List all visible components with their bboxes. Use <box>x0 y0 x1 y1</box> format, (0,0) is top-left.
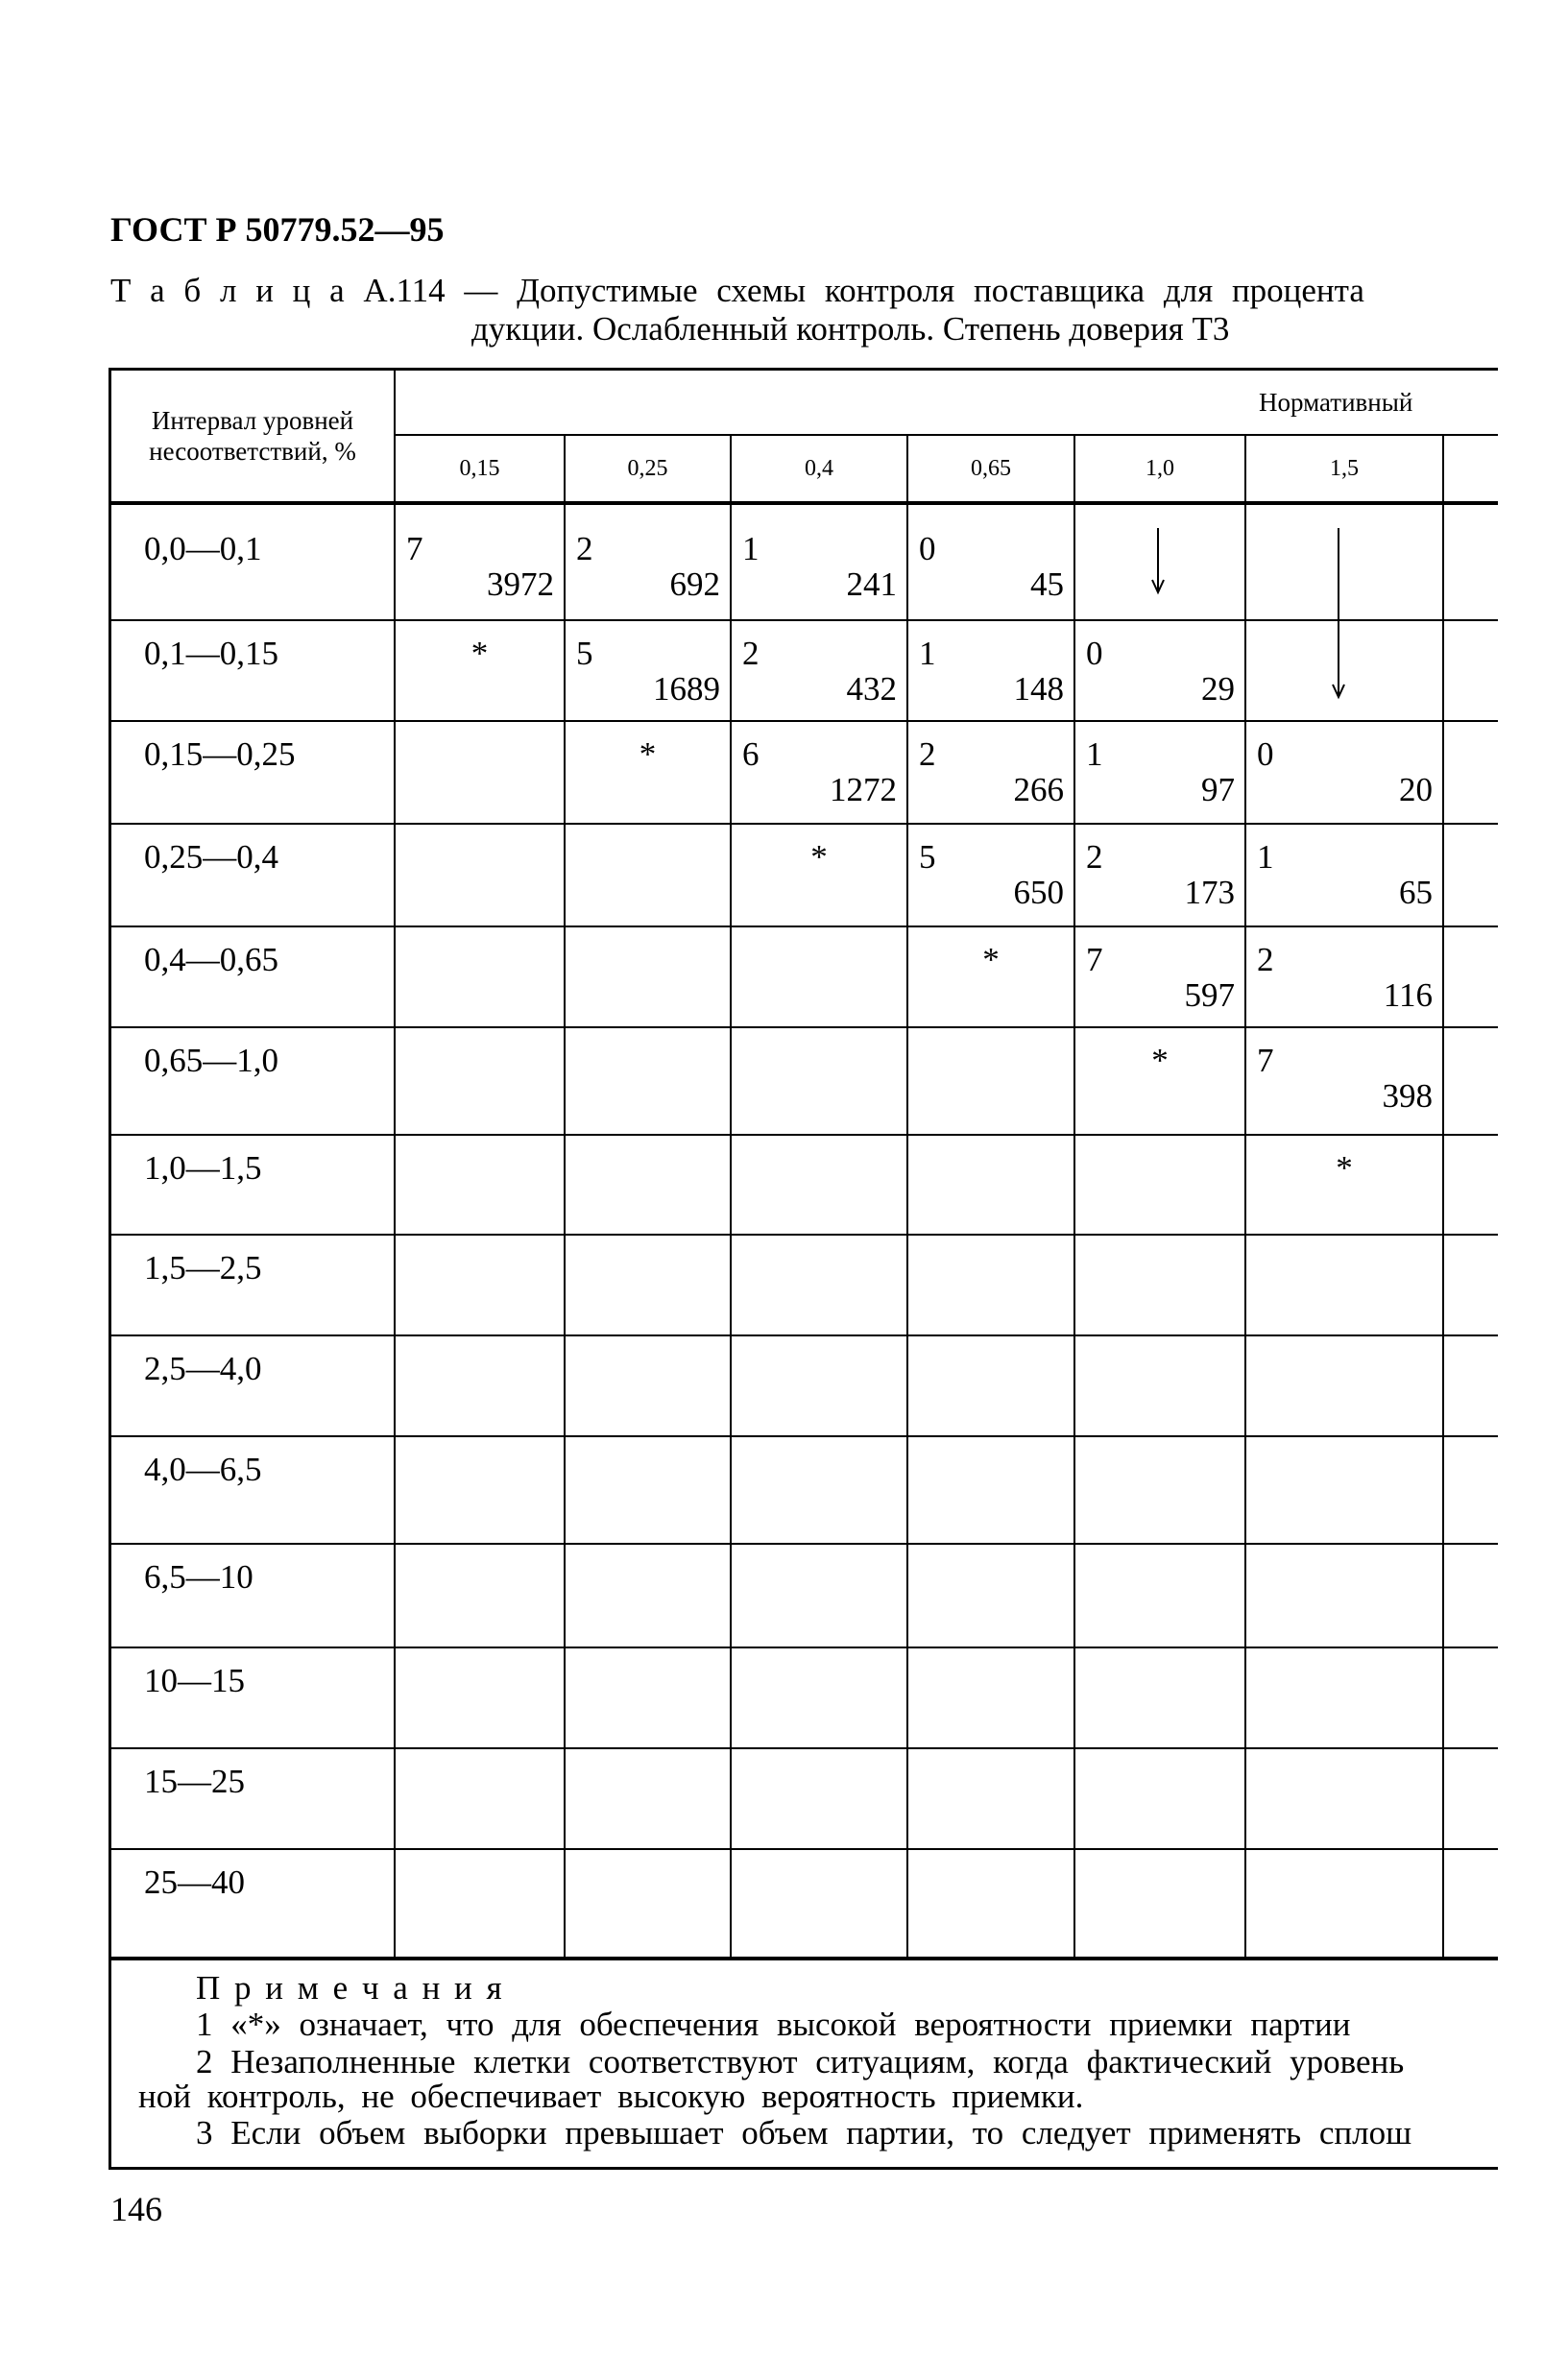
plan-cell <box>396 505 566 621</box>
plan-cell <box>908 505 1075 621</box>
plan-cell <box>1246 1437 1444 1545</box>
acceptance-number: 1 <box>919 635 936 672</box>
interval-cell: 0,4—0,65 <box>111 927 396 1028</box>
sample-size: 29 <box>1201 670 1235 708</box>
sample-size: 266 <box>1013 771 1064 808</box>
plan-cell <box>1075 505 1246 621</box>
table-row <box>111 1136 1498 1236</box>
group-header <box>396 371 1498 436</box>
plan-cell <box>396 621 566 722</box>
plan-cell <box>908 1336 1075 1437</box>
plan-cell <box>1246 1648 1444 1749</box>
plan-cell <box>396 1236 566 1336</box>
interval-header-line-1: Интервал уровней <box>151 406 354 435</box>
acceptance-number: 1 <box>1086 735 1103 773</box>
plan-cell <box>566 1437 732 1545</box>
column-header: 0,4 <box>732 436 908 505</box>
plan-cell <box>908 1236 1075 1336</box>
table-row <box>111 1437 1498 1545</box>
sample-size: 148 <box>1013 670 1064 708</box>
note-line: 1 «*» означает, что для обеспечения высокой вероятности приемки партии <box>196 2006 1351 2043</box>
clipped-cell <box>1444 1136 1498 1236</box>
column-header: 0,25 <box>566 436 732 505</box>
plan-cell <box>566 621 732 722</box>
plan-cell <box>732 1749 908 1850</box>
plan-cell <box>1075 1028 1246 1136</box>
sample-size: 1689 <box>653 670 720 708</box>
plan-cell <box>732 1028 908 1136</box>
plan-cell <box>1075 927 1246 1028</box>
column-header: 1,0 <box>1075 436 1246 505</box>
interval-cell: 1,0—1,5 <box>111 1136 396 1236</box>
acceptance-number: 5 <box>576 635 593 672</box>
interval-cell: 0,15—0,25 <box>111 722 396 825</box>
plan-cell <box>1075 1437 1246 1545</box>
interval-cell: 10—15 <box>111 1648 396 1749</box>
plan-cell <box>1246 1336 1444 1437</box>
acceptance-number: 6 <box>742 735 760 773</box>
table-row <box>111 1028 1498 1136</box>
interval-cell: 1,5—2,5 <box>111 1236 396 1336</box>
plan-cell <box>1075 1749 1246 1850</box>
plan-cell <box>908 1545 1075 1648</box>
plan-cell <box>396 1437 566 1545</box>
plan-cell <box>1246 1136 1444 1236</box>
acceptance-number: 0 <box>1257 735 1274 773</box>
sample-size: 597 <box>1184 976 1235 1014</box>
column-header: 0,65 <box>908 436 1075 505</box>
plan-cell <box>908 621 1075 722</box>
plan-cell <box>732 1850 908 1959</box>
sample-size: 692 <box>669 565 720 603</box>
table-row <box>111 505 1498 621</box>
plan-cell <box>396 927 566 1028</box>
table-caption-line-1: Т а б л и ц а А.114 — Допустимые схемы контроля поставщика для процента <box>110 272 1364 309</box>
plan-cell <box>396 1648 566 1749</box>
table-row <box>111 621 1498 722</box>
notes-box <box>109 1959 1498 2170</box>
acceptance-number: 2 <box>919 735 936 773</box>
plan-cell <box>1075 621 1246 722</box>
plan-cell <box>396 1028 566 1136</box>
plan-cell <box>566 927 732 1028</box>
asterisk-mark: * <box>470 635 489 672</box>
plan-cell <box>732 1648 908 1749</box>
acceptance-number: 0 <box>1086 635 1103 672</box>
column-header: 1,5 <box>1246 436 1444 505</box>
interval-cell: 0,65—1,0 <box>111 1028 396 1136</box>
clipped-cell <box>1444 1236 1498 1336</box>
interval-cell: 15—25 <box>111 1749 396 1850</box>
plan-cell <box>732 1545 908 1648</box>
plan-cell <box>1075 1136 1246 1236</box>
acceptance-number: 7 <box>406 530 423 567</box>
plan-cell <box>908 1437 1075 1545</box>
clipped-cell <box>1444 1028 1498 1136</box>
plan-cell <box>1246 1028 1444 1136</box>
column-header: 0,15 <box>396 436 566 505</box>
plan-cell <box>1246 927 1444 1028</box>
table-row <box>111 1749 1498 1850</box>
page-number: 146 <box>110 2190 162 2228</box>
plan-cell <box>732 1136 908 1236</box>
sample-size: 97 <box>1201 771 1235 808</box>
acceptance-number: 2 <box>742 635 760 672</box>
interval-cell: 0,1—0,15 <box>111 621 396 722</box>
clipped-cell <box>1444 621 1498 722</box>
clipped-cell <box>1444 1749 1498 1850</box>
plan-cell <box>396 1850 566 1959</box>
asterisk-mark: * <box>1151 1042 1169 1079</box>
plan-cell <box>1246 1236 1444 1336</box>
interval-cell: 25—40 <box>111 1850 396 1959</box>
clipped-column-header <box>1444 436 1498 505</box>
plan-cell <box>1246 1749 1444 1850</box>
plan-cell <box>732 621 908 722</box>
plan-cell <box>566 1648 732 1749</box>
acceptance-number: 0 <box>919 530 936 567</box>
notes-title: П р и м е ч а н и я <box>196 1969 502 2007</box>
plan-cell <box>1246 621 1444 722</box>
sample-size: 65 <box>1399 874 1433 911</box>
plan-cell <box>732 927 908 1028</box>
clipped-cell <box>1444 825 1498 927</box>
plan-cell <box>566 1028 732 1136</box>
asterisk-mark: * <box>810 838 828 876</box>
group-header-label: Нормативный <box>1259 388 1413 417</box>
plan-cell <box>1075 1236 1246 1336</box>
clipped-cell <box>1444 1336 1498 1437</box>
plan-cell <box>732 1236 908 1336</box>
plan-cell <box>566 722 732 825</box>
interval-column-header <box>111 371 396 505</box>
plan-cell <box>1246 825 1444 927</box>
plan-cell <box>396 1136 566 1236</box>
plan-cell <box>566 1136 732 1236</box>
sample-size: 432 <box>846 670 897 708</box>
plan-cell <box>732 825 908 927</box>
interval-cell: 4,0—6,5 <box>111 1437 396 1545</box>
clipped-cell <box>1444 722 1498 825</box>
clipped-cell <box>1444 505 1498 621</box>
acceptance-number: 5 <box>919 838 936 876</box>
table-row <box>111 1648 1498 1749</box>
plan-cell <box>566 1850 732 1959</box>
sample-size: 241 <box>846 565 897 603</box>
interval-header-line-2: несоответствий, % <box>149 437 356 466</box>
table-row <box>111 1236 1498 1336</box>
clipped-cell <box>1444 1648 1498 1749</box>
table-row <box>111 825 1498 927</box>
plan-cell <box>396 1749 566 1850</box>
plan-cell <box>1075 1336 1246 1437</box>
interval-cell: 6,5—10 <box>111 1545 396 1648</box>
header-row-group <box>111 371 1498 436</box>
acceptance-number: 1 <box>1257 838 1274 876</box>
acceptance-plans-table <box>109 368 1498 1959</box>
interval-cell: 2,5—4,0 <box>111 1336 396 1437</box>
plan-cell <box>908 825 1075 927</box>
plan-cell <box>566 505 732 621</box>
asterisk-mark: * <box>982 941 1000 978</box>
table-row <box>111 1545 1498 1648</box>
acceptance-number: 2 <box>1257 941 1274 978</box>
sample-size: 116 <box>1383 976 1433 1014</box>
table-row <box>111 1336 1498 1437</box>
table-caption-line-2: дукции. Ослабленный контроль. Степень доверия Т3 <box>471 310 1230 348</box>
plan-cell <box>1246 505 1444 621</box>
plan-cell <box>732 722 908 825</box>
plan-cell <box>566 1749 732 1850</box>
plan-cell <box>908 1648 1075 1749</box>
plan-cell <box>1075 825 1246 927</box>
plan-cell <box>396 1545 566 1648</box>
note-line: 3 Если объем выборки превышает объем партии, то следует применять сплош <box>196 2114 1412 2152</box>
asterisk-mark: * <box>639 735 657 773</box>
plan-cell <box>908 1136 1075 1236</box>
plan-cell <box>1246 1545 1444 1648</box>
sample-size: 20 <box>1399 771 1433 808</box>
plan-cell <box>1075 1545 1246 1648</box>
plan-cell <box>1075 1850 1246 1959</box>
acceptance-number: 2 <box>576 530 593 567</box>
plan-cell <box>396 722 566 825</box>
plan-cell <box>1246 722 1444 825</box>
plan-cell <box>908 1850 1075 1959</box>
sample-size: 398 <box>1382 1077 1433 1115</box>
plan-cell <box>566 1236 732 1336</box>
plan-cell <box>566 825 732 927</box>
note-line: ной контроль, не обеспечивает высокую вероятность приемки. <box>138 2078 1084 2115</box>
sample-size: 173 <box>1184 874 1235 911</box>
table-row <box>111 1850 1498 1959</box>
clipped-cell <box>1444 1850 1498 1959</box>
plan-cell <box>566 1336 732 1437</box>
note-line: 2 Незаполненные клетки соответствуют ситуациям, когда фактический уровень <box>196 2043 1405 2080</box>
clipped-cell <box>1444 927 1498 1028</box>
sample-size: 1272 <box>830 771 897 808</box>
plan-cell <box>908 927 1075 1028</box>
acceptance-number: 7 <box>1086 941 1103 978</box>
plan-cell <box>732 505 908 621</box>
sample-size: 3972 <box>487 565 554 603</box>
clipped-cell <box>1444 1545 1498 1648</box>
plan-cell <box>396 825 566 927</box>
plan-cell <box>908 1749 1075 1850</box>
acceptance-number: 2 <box>1086 838 1103 876</box>
standard-id: ГОСТ Р 50779.52—95 <box>110 210 445 249</box>
plans-table-grid <box>109 368 1498 1959</box>
plan-cell <box>396 1336 566 1437</box>
clipped-cell <box>1444 1437 1498 1545</box>
acceptance-number: 1 <box>742 530 760 567</box>
plan-cell <box>1246 1850 1444 1959</box>
interval-cell: 0,25—0,4 <box>111 825 396 927</box>
table-row <box>111 722 1498 825</box>
sample-size: 650 <box>1013 874 1064 911</box>
plan-cell <box>732 1336 908 1437</box>
plan-cell <box>566 1545 732 1648</box>
asterisk-mark: * <box>1336 1149 1353 1187</box>
sample-size: 45 <box>1030 565 1064 603</box>
plan-cell <box>908 722 1075 825</box>
plan-cell <box>1075 1648 1246 1749</box>
plan-cell <box>732 1437 908 1545</box>
acceptance-number: 7 <box>1257 1042 1274 1079</box>
table-body <box>111 505 1498 1959</box>
plan-cell <box>908 1028 1075 1136</box>
table-row <box>111 927 1498 1028</box>
plan-cell <box>1075 722 1246 825</box>
interval-cell: 0,0—0,1 <box>111 505 396 621</box>
